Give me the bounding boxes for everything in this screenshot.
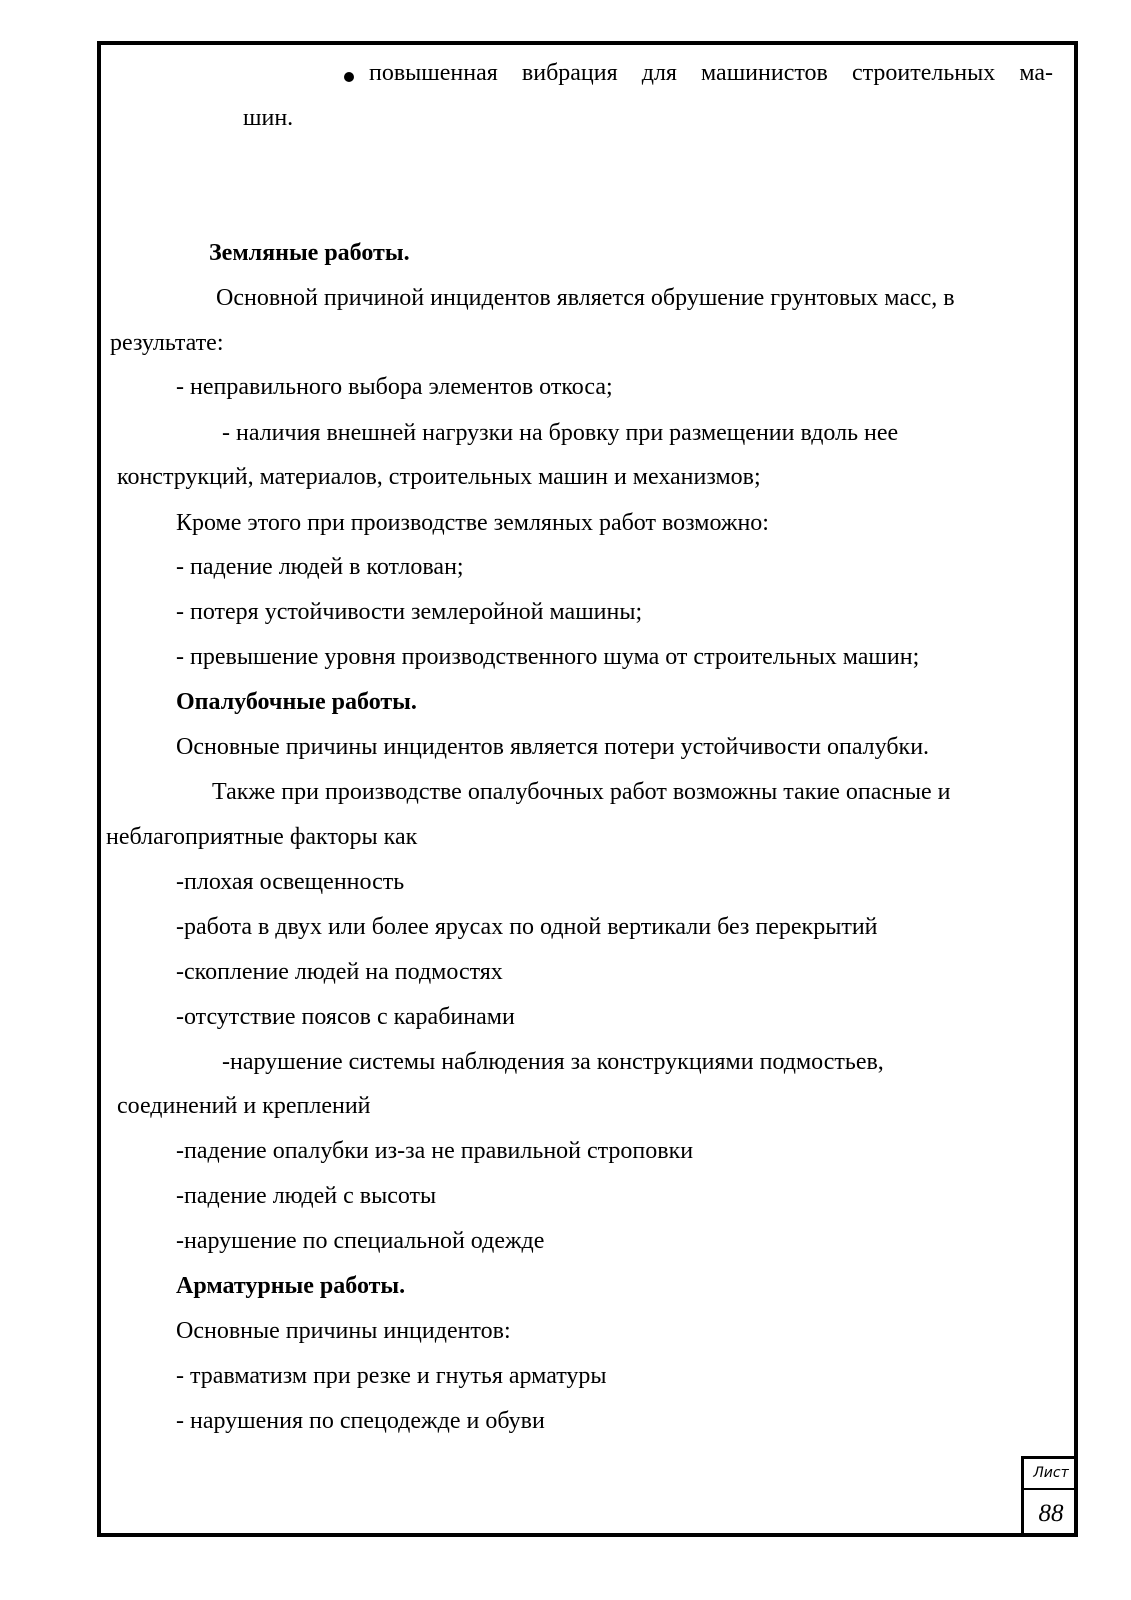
list-item: -работа в двух или более ярусах по одной вертикали без перекрытий (176, 914, 878, 940)
stamp-divider (1024, 1488, 1078, 1490)
list-item: -отсутствие поясов с карабинами (176, 1004, 515, 1030)
sheet-label: Лист (1033, 1465, 1069, 1481)
list-item: -падение опалубки из-за не правильной строповки (176, 1138, 694, 1164)
heading-earthworks: Земляные работы. (209, 240, 410, 266)
paragraph-line: Основные причины инцидентов: (176, 1318, 511, 1344)
paragraph-line: Основные причины инцидентов является потери устойчивости опалубки. (176, 734, 930, 760)
list-item: - травматизм при резке и гнутья арматуры (176, 1363, 607, 1389)
paragraph-line: Кроме этого при производстве земляных работ возможно: (176, 510, 769, 536)
list-item: -плохая освещенность (176, 869, 405, 895)
bullet-text-line-2: шин. (243, 105, 294, 131)
list-item-continuation: соединений и креплений (117, 1093, 371, 1119)
sheet-number: 88 (1038, 1500, 1064, 1527)
list-item: -нарушение по специальной одежде (176, 1228, 545, 1254)
list-item: - нарушения по спецодежде и обуви (176, 1408, 545, 1434)
paragraph-line: результате: (110, 330, 224, 356)
paragraph-line: Основной причиной инцидентов является обрушение грунтовых масс, в (216, 285, 955, 311)
list-item: - потеря устойчивости землеройной машины; (176, 599, 643, 625)
heading-reinforcement: Арматурные работы. (176, 1273, 406, 1299)
paragraph-line: Также при производстве опалубочных работ возможны такие опасные и (212, 779, 951, 805)
list-item: - превышение уровня производственного шума от строительных машин; (176, 644, 920, 670)
list-item: -нарушение системы наблюдения за конструкциями подмостьев, (222, 1049, 884, 1075)
paragraph-line: неблагоприятные факторы как (106, 824, 418, 850)
list-item: -падение людей с высоты (176, 1183, 437, 1209)
list-item: - неправильного выбора элементов откоса; (176, 374, 613, 400)
list-item: -скопление людей на подмостях (176, 959, 503, 985)
bullet-icon (344, 72, 354, 82)
list-item-continuation: конструкций, материалов, строительных машин и механизмов; (117, 464, 761, 490)
list-item: - наличия внешней нагрузки на бровку при размещении вдоль нее (222, 420, 899, 446)
sheet-stamp (1021, 1456, 1078, 1537)
bullet-text-line-1: повышенная вибрация для машинистов строительных ма- (369, 60, 1053, 86)
list-item: - падение людей в котлован; (176, 554, 464, 580)
heading-formwork: Опалубочные работы. (176, 689, 417, 715)
